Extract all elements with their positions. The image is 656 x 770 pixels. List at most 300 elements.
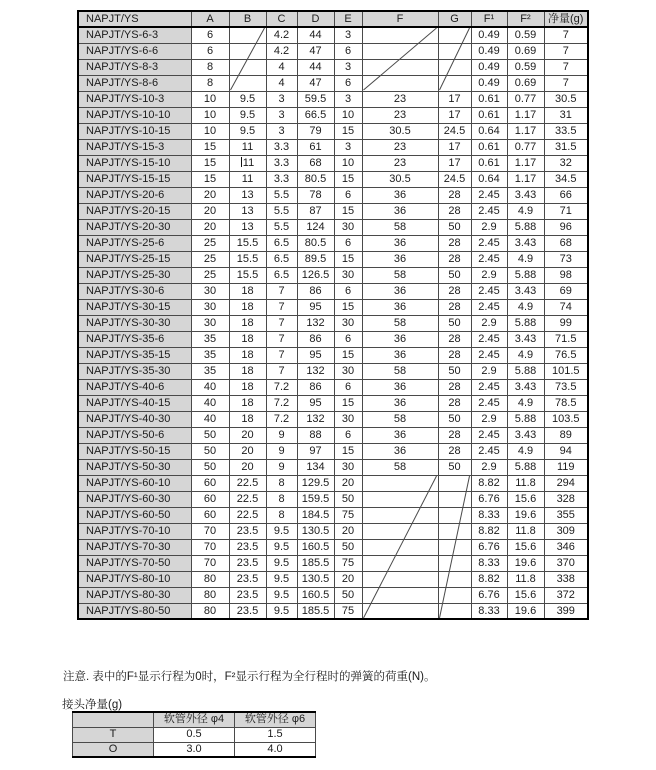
cell: 10: [191, 91, 229, 107]
cell: 130.5: [297, 571, 334, 587]
cell: 0.64: [471, 123, 507, 139]
cell: 15: [191, 139, 229, 155]
cell: 5.88: [507, 267, 544, 283]
cell: 8.82: [471, 475, 507, 491]
cell: 18: [229, 283, 266, 299]
cell: 4.0: [235, 742, 316, 757]
cell: 13: [229, 187, 266, 203]
table-row: [78, 27, 588, 43]
row-label: NAPJT/YS-25-15: [78, 251, 191, 267]
cell: 50: [438, 315, 471, 331]
cell: 23.5: [229, 539, 266, 555]
cell: 3.0: [154, 742, 235, 757]
cell: 15: [191, 155, 229, 171]
table-row: [78, 347, 588, 363]
cell: 89: [544, 427, 588, 443]
cell: 15: [334, 251, 362, 267]
cell: 6.5: [266, 251, 297, 267]
cell: 28: [438, 299, 471, 315]
cell: 30: [334, 219, 362, 235]
cell: 18: [229, 363, 266, 379]
cell: 19.6: [507, 555, 544, 571]
cell: 4.9: [507, 203, 544, 219]
cell: 80: [191, 571, 229, 587]
cell: 2.45: [471, 203, 507, 219]
cell: 60: [191, 507, 229, 523]
cell: 3.43: [507, 235, 544, 251]
cell: 0.5: [154, 727, 235, 742]
cell: 36: [362, 379, 438, 395]
cell: [438, 523, 471, 539]
cell: [362, 587, 438, 603]
cell: 2.9: [471, 363, 507, 379]
cell: 28: [438, 235, 471, 251]
cell: 34.5: [544, 171, 588, 187]
cell: 0.69: [507, 75, 544, 91]
cell: 50: [334, 491, 362, 507]
cell: 50: [334, 587, 362, 603]
cell: 2.45: [471, 251, 507, 267]
connector-weight-table-wrap: [72, 711, 316, 758]
cell: 35: [191, 331, 229, 347]
cell: [229, 27, 266, 43]
cell: 0.77: [507, 91, 544, 107]
cell: 17: [438, 155, 471, 171]
cell: 355: [544, 507, 588, 523]
cell: 18: [229, 395, 266, 411]
cell: 119: [544, 459, 588, 475]
table-row: [78, 139, 588, 155]
cell: 47: [297, 75, 334, 91]
col-header: F²: [507, 11, 544, 27]
cell: 9.5: [266, 587, 297, 603]
cell: 50: [191, 443, 229, 459]
cell: 95: [297, 299, 334, 315]
cell: 75: [334, 555, 362, 571]
cell: 6: [191, 43, 229, 59]
cell: 7: [266, 283, 297, 299]
cell: 103.5: [544, 411, 588, 427]
connector-weight-header-row: [73, 712, 316, 727]
cell: 61: [297, 139, 334, 155]
col-header: [73, 712, 154, 727]
cell: 8.33: [471, 555, 507, 571]
cell: 28: [438, 347, 471, 363]
cell: 6.5: [266, 235, 297, 251]
cell: 9.5: [266, 571, 297, 587]
row-label: NAPJT/YS-50-6: [78, 427, 191, 443]
cell: 15: [334, 299, 362, 315]
cell: 15.6: [507, 539, 544, 555]
cell: 1.17: [507, 171, 544, 187]
cell: 15: [334, 123, 362, 139]
table-row: [78, 411, 588, 427]
cell: 78.5: [544, 395, 588, 411]
cell: 7: [266, 363, 297, 379]
cell: 4: [266, 75, 297, 91]
cell: 24.5: [438, 171, 471, 187]
cell: 328: [544, 491, 588, 507]
cell: 8: [191, 75, 229, 91]
cell: 9.5: [266, 603, 297, 619]
cell: 5.5: [266, 187, 297, 203]
row-label: NAPJT/YS-40-30: [78, 411, 191, 427]
cell: 36: [362, 347, 438, 363]
row-label: NAPJT/YS-40-15: [78, 395, 191, 411]
cell: 11: [229, 139, 266, 155]
col-header: B: [229, 11, 266, 27]
cell: 4.9: [507, 395, 544, 411]
cell: 66.5: [297, 107, 334, 123]
cell: 80.5: [297, 171, 334, 187]
cell: 36: [362, 443, 438, 459]
cell: 3.43: [507, 283, 544, 299]
cell: 11.8: [507, 523, 544, 539]
cell: 2.45: [471, 235, 507, 251]
cell: 1.17: [507, 123, 544, 139]
table-row: [78, 475, 588, 491]
cell: 22.5: [229, 491, 266, 507]
cell: 36: [362, 251, 438, 267]
cell: [438, 603, 471, 619]
cell: 22.5: [229, 507, 266, 523]
table-row: [78, 571, 588, 587]
cell: 4.9: [507, 347, 544, 363]
cell: 2.9: [471, 411, 507, 427]
table-row: [78, 315, 588, 331]
cell: 8: [266, 491, 297, 507]
cell: 0.49: [471, 27, 507, 43]
cell: 69: [544, 283, 588, 299]
row-label: NAPJT/YS-30-30: [78, 315, 191, 331]
row-label: NAPJT/YS-70-10: [78, 523, 191, 539]
cell: 86: [297, 379, 334, 395]
cell: 5.88: [507, 219, 544, 235]
cell: 6.76: [471, 539, 507, 555]
table-row: [78, 155, 588, 171]
cell: 4.9: [507, 251, 544, 267]
cell: 20: [229, 459, 266, 475]
cell: 6: [334, 235, 362, 251]
cell: 75: [334, 603, 362, 619]
cell: 2.45: [471, 395, 507, 411]
cell: 18: [229, 331, 266, 347]
cell: 0.61: [471, 91, 507, 107]
cell: 30.5: [544, 91, 588, 107]
col-header: 软管外径 φ4: [154, 712, 235, 727]
cell: 5.88: [507, 459, 544, 475]
cell: 31.5: [544, 139, 588, 155]
cell: [362, 555, 438, 571]
cell: 10: [191, 123, 229, 139]
table-row: [78, 283, 588, 299]
cell: 6: [334, 187, 362, 203]
cell: 0.59: [507, 27, 544, 43]
cell: 2.45: [471, 443, 507, 459]
cell: 20: [229, 443, 266, 459]
row-label: NAPJT/YS-50-30: [78, 459, 191, 475]
cell: 23: [362, 91, 438, 107]
col-header: E: [334, 11, 362, 27]
cell: 185.5: [297, 555, 334, 571]
cell: 101.5: [544, 363, 588, 379]
row-label: NAPJT/YS-50-15: [78, 443, 191, 459]
cell: 25: [191, 235, 229, 251]
col-header: D: [297, 11, 334, 27]
cell: 40: [191, 379, 229, 395]
cell: 20: [191, 187, 229, 203]
row-label: NAPJT/YS-6-6: [78, 43, 191, 59]
cell: 13: [229, 203, 266, 219]
cell: 2.9: [471, 315, 507, 331]
cell: 15.5: [229, 251, 266, 267]
cell: 130.5: [297, 523, 334, 539]
cell: 78: [297, 187, 334, 203]
cell: [438, 571, 471, 587]
cell: 2.9: [471, 459, 507, 475]
cell: [362, 43, 438, 59]
cell: 28: [438, 395, 471, 411]
cell: 23.5: [229, 523, 266, 539]
cell: 30: [334, 315, 362, 331]
cell: 15.6: [507, 491, 544, 507]
cell: 6: [334, 43, 362, 59]
cell: 28: [438, 379, 471, 395]
cell: 0.59: [507, 59, 544, 75]
cell: 36: [362, 283, 438, 299]
table-row: [78, 203, 588, 219]
cell: 3.3: [266, 139, 297, 155]
cell: 28: [438, 443, 471, 459]
cell: 7: [544, 27, 588, 43]
cell: 9.5: [266, 539, 297, 555]
cell: 6: [334, 331, 362, 347]
cell: [438, 27, 471, 43]
cell: 28: [438, 283, 471, 299]
cell: 31: [544, 107, 588, 123]
spec-table: [77, 10, 589, 620]
cell: 132: [297, 315, 334, 331]
row-label: NAPJT/YS-70-30: [78, 539, 191, 555]
cell: 11: [229, 171, 266, 187]
cell: 294: [544, 475, 588, 491]
cell: 25: [191, 251, 229, 267]
cell: 17: [438, 91, 471, 107]
cell: 2.45: [471, 331, 507, 347]
table-row: [78, 43, 588, 59]
row-label: NAPJT/YS-10-3: [78, 91, 191, 107]
cell: 15.6: [507, 587, 544, 603]
col-header: NAPJT/YS: [78, 11, 191, 27]
row-label: NAPJT/YS-80-30: [78, 587, 191, 603]
cell: [362, 571, 438, 587]
cell: 9.5: [229, 107, 266, 123]
cell: 7: [544, 59, 588, 75]
cell: [362, 59, 438, 75]
cell: 23: [362, 107, 438, 123]
cell: 7: [266, 299, 297, 315]
cell: 17: [438, 107, 471, 123]
cell: [362, 27, 438, 43]
cell: 86: [297, 283, 334, 299]
cell: 5.88: [507, 363, 544, 379]
cell: 7.2: [266, 411, 297, 427]
cell: 4.2: [266, 43, 297, 59]
cell: 35: [191, 347, 229, 363]
cell: 124: [297, 219, 334, 235]
col-header: F¹: [471, 11, 507, 27]
cell: 9: [266, 427, 297, 443]
text-cursor: [241, 157, 242, 167]
cell: 9.5: [229, 91, 266, 107]
cell: 18: [229, 411, 266, 427]
cell: 30: [334, 459, 362, 475]
cell: 18: [229, 379, 266, 395]
cell: 2.45: [471, 187, 507, 203]
cell: 2.45: [471, 379, 507, 395]
cell: 36: [362, 395, 438, 411]
cell: 2.45: [471, 427, 507, 443]
cell: 3.3: [266, 171, 297, 187]
cell: [438, 475, 471, 491]
cell: 40: [191, 395, 229, 411]
cell: 36: [362, 331, 438, 347]
table-row: [78, 395, 588, 411]
table-row: [78, 267, 588, 283]
table-row: [78, 603, 588, 619]
cell: 76.5: [544, 347, 588, 363]
cell: 3.43: [507, 379, 544, 395]
cell: 8.82: [471, 523, 507, 539]
cell: 20: [334, 523, 362, 539]
cell: 87: [297, 203, 334, 219]
cell: 3: [334, 91, 362, 107]
cell: 5.88: [507, 315, 544, 331]
cell: 68: [297, 155, 334, 171]
cell: 0.49: [471, 43, 507, 59]
cell: 15: [334, 443, 362, 459]
footnote: 注意. 表中的F¹显示行程为0时，F²显示行程为全行程时的弹簧的荷重(N)。: [63, 671, 436, 683]
cell: [438, 491, 471, 507]
cell: 47: [297, 43, 334, 59]
row-label: NAPJT/YS-25-30: [78, 267, 191, 283]
cell: [362, 475, 438, 491]
cell: 2.9: [471, 267, 507, 283]
cell: 36: [362, 187, 438, 203]
col-header: A: [191, 11, 229, 27]
cell: 9.5: [266, 523, 297, 539]
col-header: C: [266, 11, 297, 27]
table-row: [78, 91, 588, 107]
cell: 71: [544, 203, 588, 219]
table-row: [73, 742, 316, 757]
cell: 5.5: [266, 203, 297, 219]
row-label: NAPJT/YS-60-30: [78, 491, 191, 507]
cell: 370: [544, 555, 588, 571]
row-label: NAPJT/YS-80-10: [78, 571, 191, 587]
cell: 36: [362, 299, 438, 315]
cell: 0.49: [471, 59, 507, 75]
cell: 50: [438, 267, 471, 283]
table-row: [78, 187, 588, 203]
cell: 10: [334, 107, 362, 123]
sub-table-title: 接头净量(g): [62, 699, 123, 711]
cell: 10: [334, 155, 362, 171]
cell: [362, 603, 438, 619]
table-row: [78, 427, 588, 443]
row-label: NAPJT/YS-20-30: [78, 219, 191, 235]
cell: 9: [266, 459, 297, 475]
row-label: NAPJT/YS-35-15: [78, 347, 191, 363]
row-label: NAPJT/YS-40-6: [78, 379, 191, 395]
cell: 3.43: [507, 331, 544, 347]
cell: 338: [544, 571, 588, 587]
cell: 372: [544, 587, 588, 603]
cell: 23: [362, 155, 438, 171]
cell: 60: [191, 475, 229, 491]
cell: 8: [266, 507, 297, 523]
table-row: [78, 235, 588, 251]
row-label: NAPJT/YS-60-50: [78, 507, 191, 523]
cell: 73.5: [544, 379, 588, 395]
table-row: [78, 491, 588, 507]
cell: 24.5: [438, 123, 471, 139]
cell: 59.5: [297, 91, 334, 107]
cell: 20: [334, 571, 362, 587]
table-row: [78, 251, 588, 267]
cell: 18: [229, 347, 266, 363]
cell: 9: [266, 443, 297, 459]
cell: 3: [266, 107, 297, 123]
cell: 58: [362, 219, 438, 235]
cell: 7: [544, 43, 588, 59]
cell: 6.76: [471, 587, 507, 603]
cell: 23.5: [229, 555, 266, 571]
cell: 0.61: [471, 139, 507, 155]
cell: 50: [191, 427, 229, 443]
cell: 7.2: [266, 395, 297, 411]
cell: 30.5: [362, 123, 438, 139]
cell: 28: [438, 427, 471, 443]
cell: 60: [191, 491, 229, 507]
cell: 2.45: [471, 347, 507, 363]
cell: 3.43: [507, 427, 544, 443]
cell: 7: [266, 331, 297, 347]
cell: 6.5: [266, 267, 297, 283]
cell: 20: [334, 475, 362, 491]
connector-weight-table: [72, 711, 316, 758]
cell: 15: [334, 203, 362, 219]
cell: 3: [334, 27, 362, 43]
cell: 1.5: [235, 727, 316, 742]
cell: 94: [544, 443, 588, 459]
cell: 32: [544, 155, 588, 171]
cell: 80.5: [297, 235, 334, 251]
cell: 70: [191, 555, 229, 571]
cell: [438, 507, 471, 523]
cell: 58: [362, 411, 438, 427]
table-row: [78, 75, 588, 91]
cell: 7: [544, 75, 588, 91]
cell: [229, 59, 266, 75]
table-row: [78, 587, 588, 603]
row-label: NAPJT/YS-15-3: [78, 139, 191, 155]
cell: [438, 555, 471, 571]
table-row: [78, 443, 588, 459]
cell: [229, 75, 266, 91]
row-label: NAPJT/YS-8-3: [78, 59, 191, 75]
cell: 6: [191, 27, 229, 43]
